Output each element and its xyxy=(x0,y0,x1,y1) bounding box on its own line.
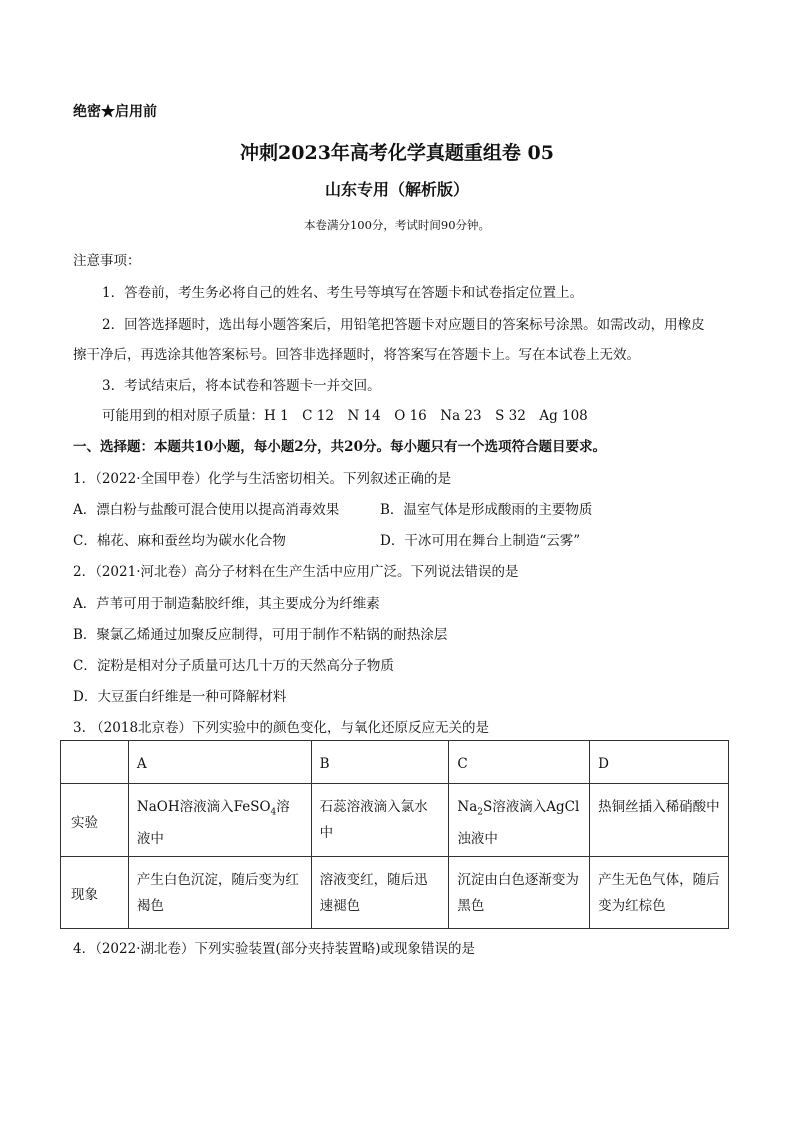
table-row-experiment xyxy=(61,784,729,857)
cell-phenomenon-a: 产生白色沉淀，随后变为红褐色 xyxy=(128,856,311,928)
atomic-masses: 可能用到的相对原子质量：H 1 C 12 N 14 O 16 Na 23 S 32 Ag 108 xyxy=(102,408,588,424)
cell-phenomenon-b: 溶液变红，随后迅速褪色 xyxy=(311,856,449,928)
row-label-experiment: 实验 xyxy=(61,784,129,857)
table-row-phenomenon xyxy=(61,856,729,928)
cell-experiment-d: 热铜丝插入稀硝酸中 xyxy=(590,784,729,857)
page-subtitle: 山东专用（解析版） xyxy=(324,180,469,199)
cell-experiment-a: NaOH溶液滴入FeSO$_4$溶液中 xyxy=(128,784,311,857)
cell-experiment-b: 石蕊溶液滴入氯水中 xyxy=(311,784,449,857)
q2-option-c: C．淀粉是相对分子质量可达几十万的天然高分子物质 xyxy=(73,658,394,674)
table-header-a: A xyxy=(128,741,311,784)
q1-option-b: B．温室气体是形成酸雨的主要物质 xyxy=(380,502,593,518)
q2-stem: 2．（2021·河北卷）高分子材料在生产生活中应用广泛。下列说法错误的是 xyxy=(73,564,519,580)
note-2-line-2: 擦干净后，再选涂其他答案标号。回答非选择题时，将答案写在答题卡上。写在本试卷上无效。 xyxy=(73,347,640,363)
q4-stem: 4．（2022·湖北卷）下列实验装置(部分夹持装置略)或现象错误的是 xyxy=(73,941,476,957)
table-corner-cell xyxy=(61,741,129,784)
table-header-c: C xyxy=(449,741,590,784)
page-title: 冲刺2023年高考化学真题重组卷 05 xyxy=(240,142,554,164)
note-2-line-1: 2．回答选择题时，选出每小题答案后，用铅笔把答题卡对应题目的答案标号涂黑。如需改动，用橡皮 xyxy=(102,317,705,333)
section-heading: 一、选择题：本题共10小题，每小题2分，共20分。每小题只有一个选项符合题目要求。 xyxy=(73,439,606,455)
notes-heading: 注意事项： xyxy=(73,253,141,269)
q3-stem: 3. （2018北京卷）下列实验中的颜色变化，与氧化还原反应无关的是 xyxy=(73,720,490,736)
note-1: 1．答卷前，考生务必将自己的姓名、考生号等填写在答题卡和试卷指定位置上。 xyxy=(102,285,584,301)
score-note: 本卷满分100分，考试时间90分钟。 xyxy=(303,218,491,232)
q1-option-d: D．干冰可用在舞台上制造“云雾” xyxy=(380,533,581,549)
q3-table xyxy=(60,740,729,929)
confidential-label: 绝密★启用前 xyxy=(73,104,157,120)
table-header-b: B xyxy=(311,741,449,784)
note-3: 3．考试结束后，将本试卷和答题卡一并交回。 xyxy=(102,378,381,394)
q2-option-d: D．大豆蛋白纤维是一种可降解材料 xyxy=(73,689,287,705)
cell-phenomenon-c: 沉淀由白色逐渐变为黑色 xyxy=(449,856,590,928)
table-header-d: D xyxy=(590,741,729,784)
q2-option-b: B．聚氯乙烯通过加聚反应制得，可用于制作不粘锅的耐热涂层 xyxy=(73,627,448,643)
cell-phenomenon-d: 产生无色气体，随后变为红棕色 xyxy=(590,856,729,928)
q2-option-a: A．芦苇可用于制造黏胶纤维，其主要成分为纤维素 xyxy=(73,596,380,612)
cell-experiment-c: $Na_2S$溶液滴入AgCl浊液中 xyxy=(449,784,590,857)
q1-stem: 1．（2022·全国甲卷）化学与生活密切相关。下列叙述正确的是 xyxy=(73,471,451,487)
table-header-row xyxy=(61,741,729,784)
q1-option-a: A．漂白粉与盐酸可混合使用以提高消毒效果 xyxy=(73,502,340,518)
q1-option-c: C．棉花、麻和蚕丝均为碳水化合物 xyxy=(73,533,286,549)
row-label-phenomenon: 现象 xyxy=(61,856,129,928)
